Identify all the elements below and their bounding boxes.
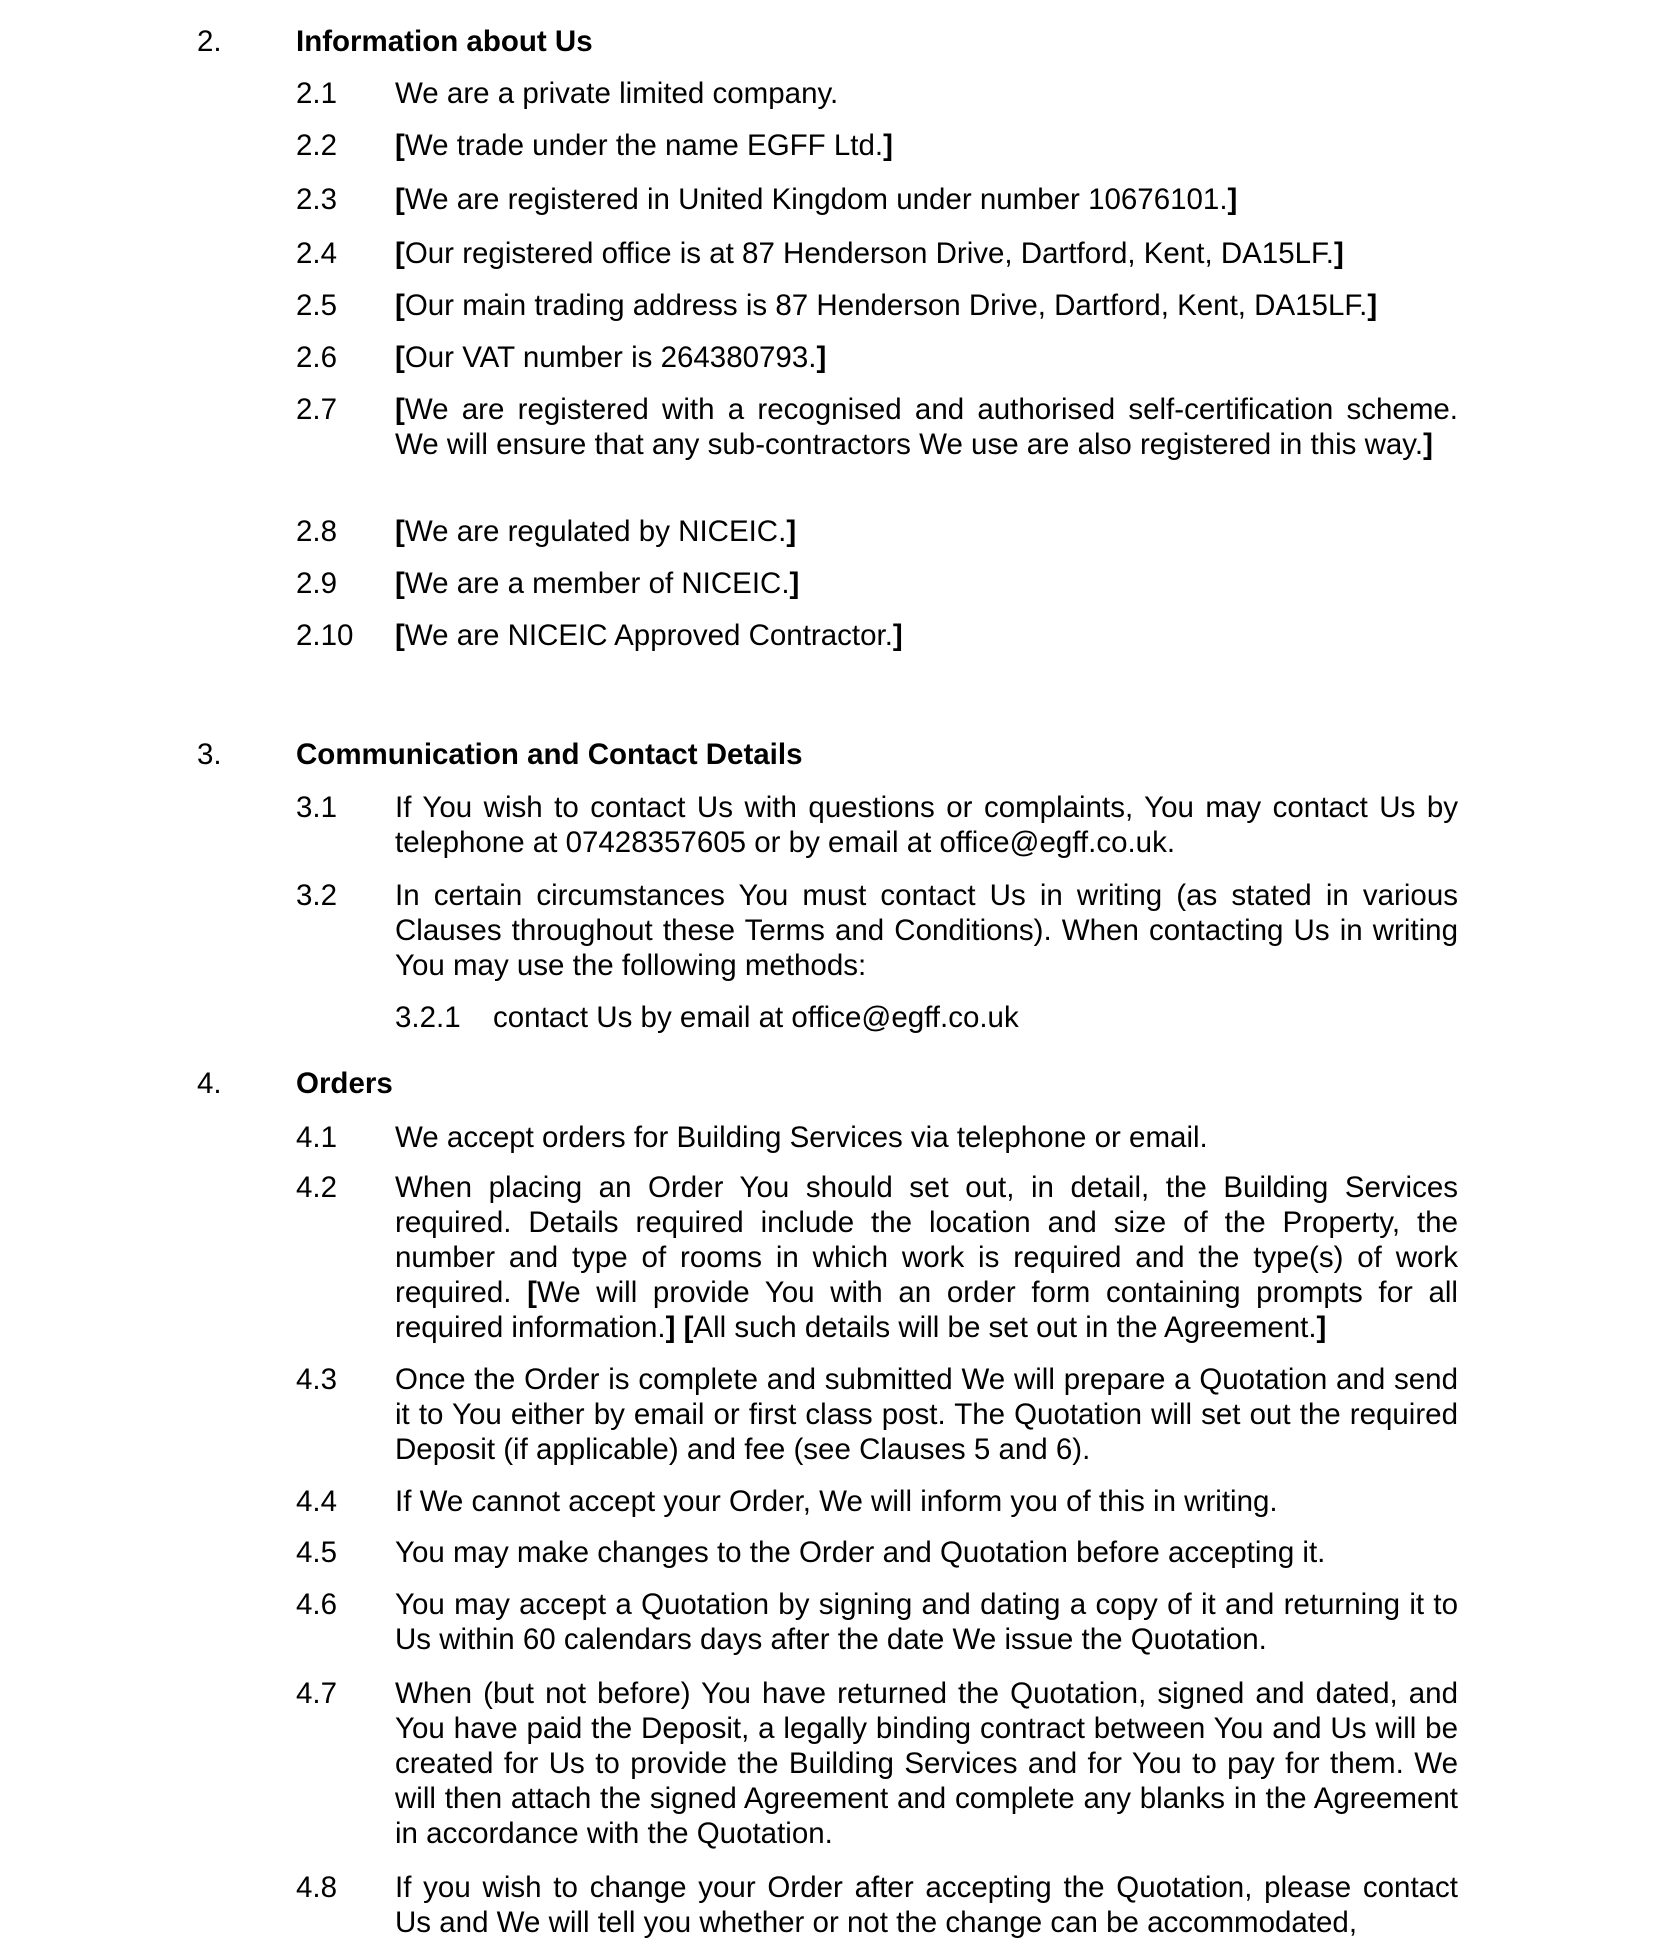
clause-text [395,514,1458,549]
clause-body: Our registered office is at 87 Henderson Drive, Dartford, Kent, DA15LF. [404,237,1334,270]
clause-number: 4.3 [296,1363,338,1396]
close-bracket: ] [786,515,797,548]
clause-text: You may make changes to the Order and Quotation before accepting it. [395,1536,1326,1569]
clause-body: We are regulated by NICEIC. [404,515,787,548]
clause-number: 2.4 [296,237,338,270]
clause-body: We are NICEIC Approved Contractor. [404,619,893,652]
clause-body: Our main trading address is 87 Henderson Drive, Dartford, Kent, DA15LF. [404,289,1368,322]
section-number: 2. [197,25,222,58]
clause-text [395,340,1458,375]
clause-body: We trade under the name EGFF Ltd. [404,129,884,162]
clause-text: We are a private limited company. [395,77,839,110]
clause-text [395,618,1458,653]
section-title: Orders [296,1067,393,1100]
close-bracket: ] [665,1311,676,1344]
open-bracket: [ [527,1276,537,1309]
clause-text: We accept orders for Building Services via telephone or email. [395,1121,1208,1154]
clause-number: 2.9 [296,567,338,600]
clause-number: 4.1 [296,1121,338,1154]
open-bracket: [ [395,515,405,548]
open-bracket: [ [395,341,405,374]
open-bracket: [ [395,619,405,652]
clause-number: 2.10 [296,619,354,652]
clause-number: 3.1 [296,791,338,824]
close-bracket: ] [789,567,800,600]
clause-number: 4.5 [296,1536,338,1569]
clause-number: 2.8 [296,515,338,548]
clause-body-optional: All such details will be set out in the Agreement. [693,1311,1317,1344]
close-bracket: ] [1227,183,1238,216]
close-bracket: ] [883,129,893,162]
section-title: Communication and Contact Details [296,738,803,771]
clause-number: 4.4 [296,1485,338,1518]
clause-text [395,128,1458,163]
close-bracket: ] [892,619,903,652]
clause-number: 4.8 [296,1871,338,1904]
section-number: 4. [197,1067,222,1100]
clause-text [395,182,1458,217]
clause-text: contact Us by email at office@egff.co.uk [493,1001,1019,1034]
close-bracket: ] [1367,289,1378,322]
close-bracket: ] [1333,237,1344,270]
clause-text: If You wish to contact Us with questions or complaints, You may contact Us by telephone at 07428357605 or by email at office@egff.co.uk. [395,791,1458,859]
clause-text: When (but not before) You have returned the Quotation, signed and dated, and You have paid the Deposit, a legally binding contract between You and Us will be created for Us to provide the Building Services and for You to pay for them. We will then attach the signed Agreement and complete any blanks in the Agreement in accordance with the Quotation. [395,1677,1458,1850]
open-bracket: [ [395,393,405,426]
clause-text: You may accept a Quotation by signing and dating a copy of it and returning it to Us within 60 calendars days after the date We issue the Quotation. [395,1588,1458,1656]
clause-number: 3.2 [296,879,338,912]
open-bracket: [ [395,567,405,600]
clause-text [395,392,1458,462]
clause-text: Once the Order is complete and submitted We will prepare a Quotation and send it to You either by email or first class post. The Quotation will set out the required Deposit (if applicable) and fee (see Clauses 5 and 6). [395,1363,1458,1466]
clause-body: We are registered with a recognised and authorised self-certification scheme. We will ensure that any sub-contractors We use are also registered in this way. [395,393,1458,461]
clause-number: 2.1 [296,77,338,110]
clause-text: If We cannot accept your Order, We will inform you of this in writing. [395,1485,1278,1518]
clause-text [395,1170,1458,1345]
clause-text [395,288,1458,323]
clause-text: If you wish to change your Order after accepting the Quotation, please contact Us and We will tell you whether or not the change can be accommodated, [395,1871,1458,1939]
open-bracket: [ [395,183,405,216]
clause-number: 4.2 [296,1171,338,1204]
open-bracket: [ [395,289,405,322]
open-bracket: [ [395,237,405,270]
section-title: Information about Us [296,25,593,58]
clause-number: 4.6 [296,1588,338,1621]
close-bracket: ] [1423,428,1433,461]
clause-body-optional: We will provide You with an order form containing prompts for all required information. [395,1276,1458,1344]
clause-body: We are registered in United Kingdom under number 10676101. [404,183,1228,216]
section-number: 3. [197,738,222,771]
close-bracket: ] [1316,1311,1327,1344]
clause-body: When placing an Order You should set out, in detail, the Building Services required. Details required include the location and size of the Property, the number and type of rooms in which work is required and the type(s) of work required. [395,1171,1458,1309]
clause-number: 2.2 [296,129,338,162]
open-bracket: [ [683,1311,694,1344]
clause-text [395,236,1458,271]
clause-number: 3.2.1 [395,1001,461,1034]
clause-number: 2.3 [296,183,338,216]
open-bracket: [ [395,129,405,162]
clause-number: 2.5 [296,289,338,322]
clause-number: 4.7 [296,1677,338,1710]
clause-text: In certain circumstances You must contact Us in writing (as stated in various Clauses throughout these Terms and Conditions). When contacting Us in writing You may use the following methods: [395,879,1458,982]
clause-number: 2.6 [296,341,338,374]
close-bracket: ] [816,341,827,374]
clause-body: Our VAT number is 264380793. [404,341,817,374]
clause-text [395,566,1458,601]
clause-number: 2.7 [296,393,338,426]
clause-body: We are a member of NICEIC. [404,567,790,600]
